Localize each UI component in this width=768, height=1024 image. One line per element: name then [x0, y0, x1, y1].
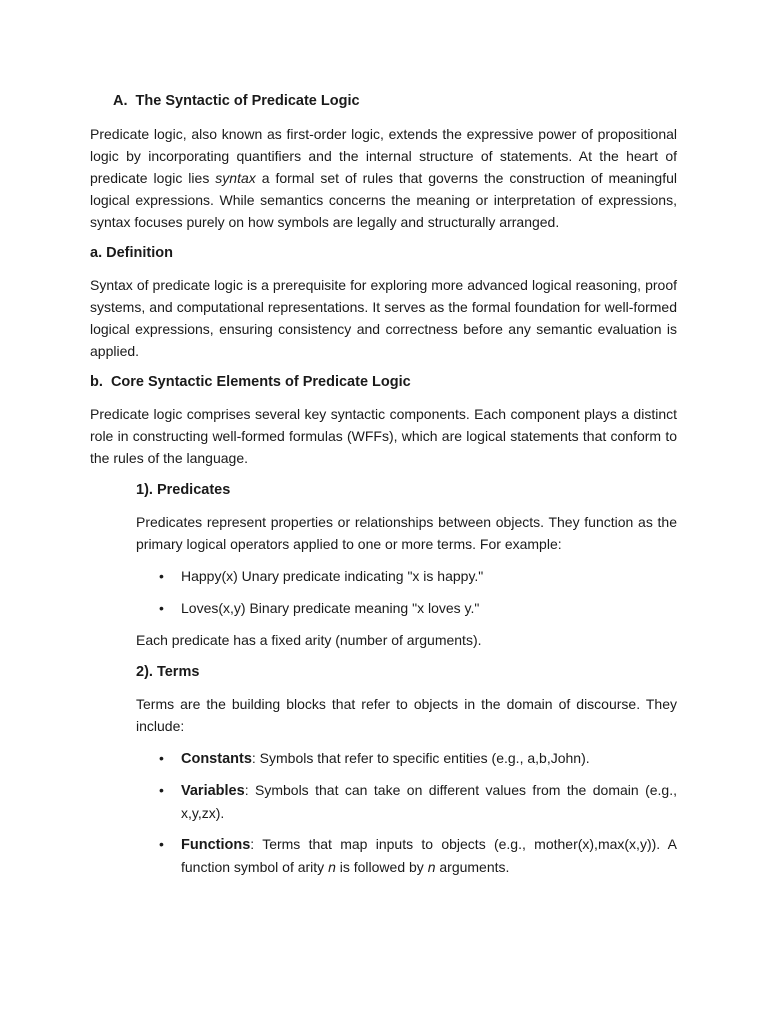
predicates-paragraph: Predicates represent properties or relationships between objects. They function as the primary logical operators applied to one or more terms. For example:	[136, 514, 677, 552]
list-item: • Functions: Terms that map inputs to objects (e.g., mother(x),max(x,y)). A function symbol of arity n is followed by n arguments.	[181, 833, 677, 878]
terms-heading: 2). Terms	[136, 664, 200, 680]
core-elements-heading: b. Core Syntactic Elements of Predicate Logic	[90, 374, 411, 390]
definition-paragraph: Syntax of predicate logic is a prerequisite for exploring more advanced logical reasoning, proof systems, and computational representations. It serves as the formal foundation for well-formed logical expressions, ensuring consistency and correctness before any semantic evaluation is applied.	[90, 277, 677, 359]
core-elements-paragraph: Predicate logic comprises several key syntactic components. Each component plays a distinct role in constructing well-formed formulas (WFFs), which are logical statements that conform to the rules of the language.	[90, 406, 677, 466]
bullet-icon: •	[159, 836, 164, 852]
bullet-icon: •	[159, 750, 164, 766]
definition-heading: a. Definition	[90, 245, 173, 261]
terms-paragraph: Terms are the building blocks that refer to objects in the domain of discourse. They include:	[136, 696, 677, 734]
list-item: • Happy(x) Unary predicate indicating "x is happy."	[181, 565, 483, 587]
bullet-icon: •	[159, 782, 164, 798]
syntax-emphasis: syntax	[215, 170, 256, 186]
term-label: Constants	[181, 751, 252, 767]
bullet-icon: •	[159, 600, 164, 616]
list-item: • Variables: Symbols that can take on different values from the domain (e.g., x,y,zx).	[181, 779, 677, 824]
term-label: Functions	[181, 837, 251, 853]
term-label: Variables	[181, 783, 245, 799]
intro-paragraph: Predicate logic, also known as first-order logic, extends the expressive power of propositional logic by incorporating quantifiers and the internal structure of statements. At the heart of predicate logic lies syntax a formal set of rules that governs the construction of meaningful logical expressions. While semantics concerns the meaning or interpretation of expressions, syntax focuses purely on how symbols are legally and structurally arranged.	[90, 126, 678, 230]
bullet-icon: •	[159, 568, 164, 584]
list-item: • Loves(x,y) Binary predicate meaning "x loves y."	[181, 597, 479, 619]
arity-note: Each predicate has a fixed arity (number of arguments).	[136, 632, 482, 648]
predicates-heading: 1). Predicates	[136, 482, 231, 498]
list-item: • Constants: Symbols that refer to specific entities (e.g., a,b,John).	[181, 747, 677, 770]
section-heading: A. The Syntactic of Predicate Logic	[113, 93, 360, 109]
